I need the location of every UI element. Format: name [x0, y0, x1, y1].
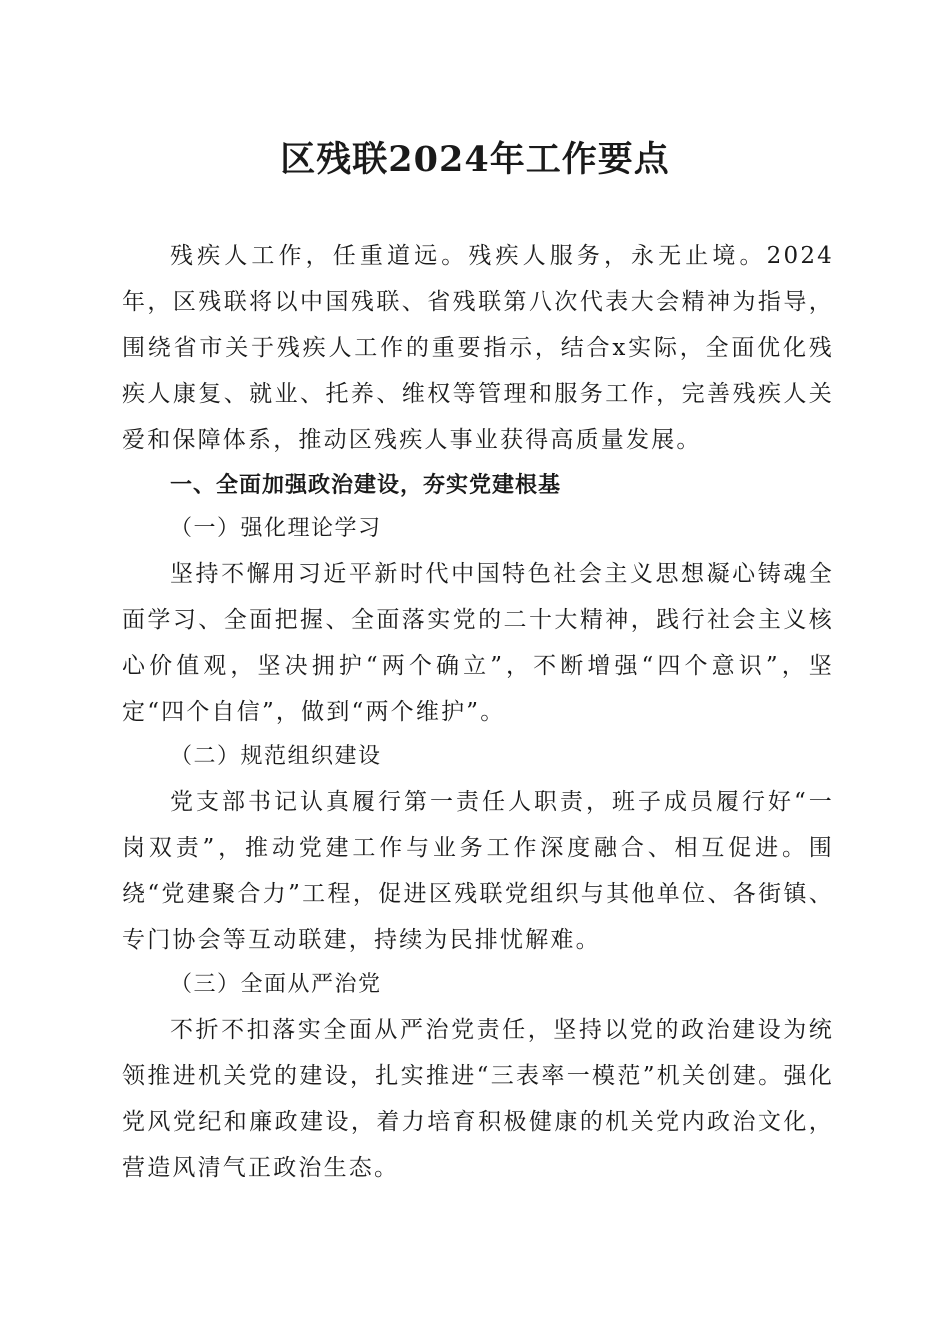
subsection-1-heading: （一）强化理论学习	[170, 516, 382, 541]
section-1-heading: 一、全面加强政治建设，夯实党建根基	[170, 473, 562, 498]
subsection-1-paragraph: 坚持不懈用习近平新时代中国特色社会主义思想凝心铸魂全面学习、全面把握、全面落实党的二十大精神，践行社会主义核心价值观，坚决拥护“两个确立”，不断增强“四个意识”，坚定“四个自信”，做到“两个维护”。	[122, 561, 834, 725]
intro-paragraph: 残疾人工作，任重道远。残疾人服务，永无止境。2024年，区残联将以中国残联、省残联第八次代表大会精神为指导，围绕省市关于残疾人工作的重要指示，结合x实际，全面优化残疾人康复、就业、托养、维权等管理和服务工作，完善残疾人关爱和保障体系，推动区残疾人事业获得高质量发展。	[122, 243, 834, 453]
document-body	[122, 233, 834, 1191]
subsection-2-heading: （二）规范组织建设	[170, 744, 382, 769]
subsection-3-heading: （三）全面从严治党	[170, 972, 382, 997]
document-title: 区残联2024年工作要点	[280, 139, 670, 180]
subsection-3-paragraph: 不折不扣落实全面从严治党责任，坚持以党的政治建设为统领推进机关党的建设，扎实推进“三表率一模范”机关创建。强化党风党纪和廉政建设，着力培育积极健康的机关党内政治文化，营造风清气正政治生态。	[122, 1017, 834, 1181]
subsection-2-paragraph: 党支部书记认真履行第一责任人职责，班子成员履行好“一岗双责”，推动党建工作与业务工作深度融合、相互促进。围绕“党建聚合力”工程，促进区残联党组织与其他单位、各街镇、专门协会等互动联建，持续为民排忧解难。	[122, 789, 834, 953]
